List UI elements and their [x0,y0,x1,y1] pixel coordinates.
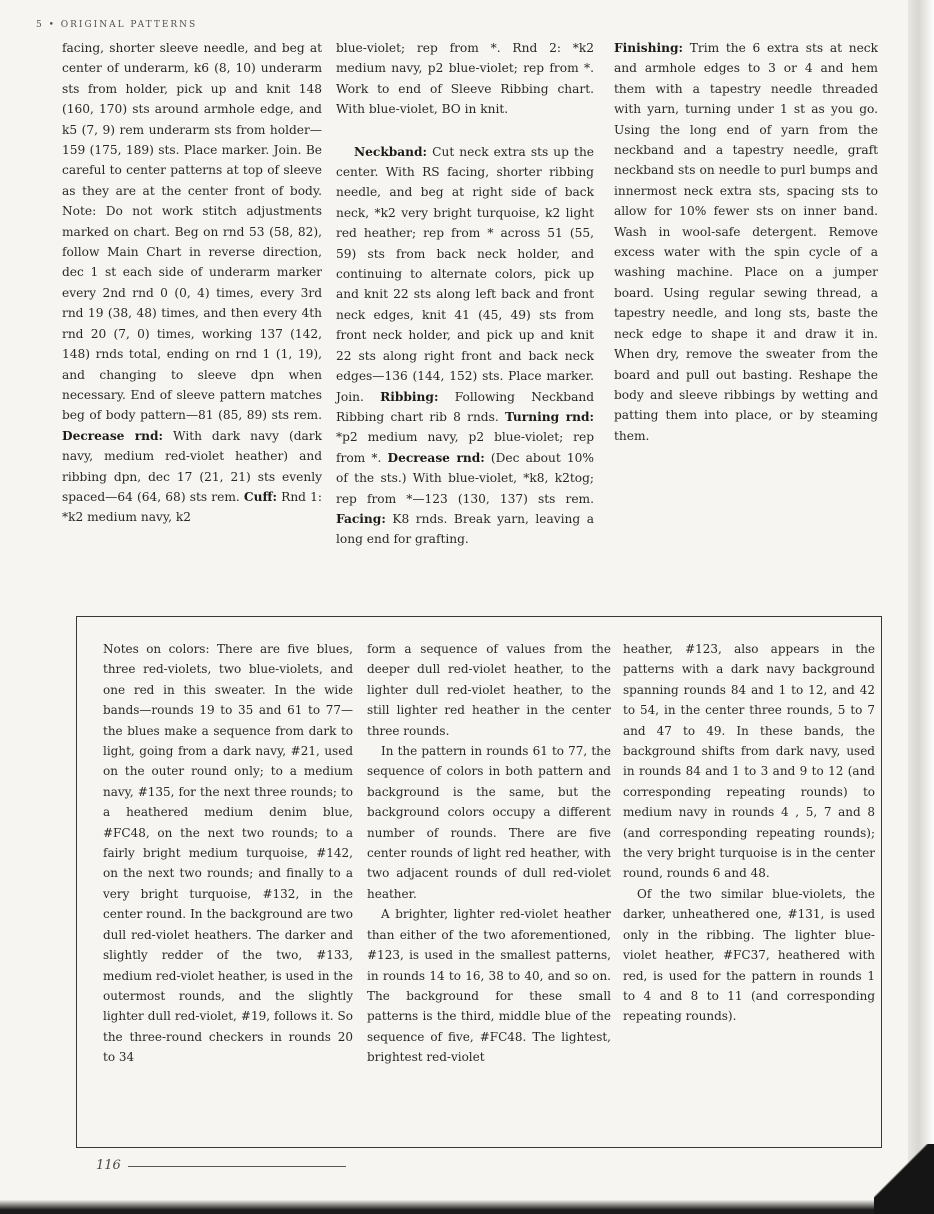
cuff-continued-paragraph: blue-violet; rep from *. Rnd 2: *k2 medium navy, p2 blue-violet; rep from *. Work to end of Sleeve Ribbing chart. With blue-violet, BO in knit. [336,41,594,117]
cuff-label: Cuff: [243,489,277,504]
color-notes-sidebar [76,616,882,1148]
folio-rule [128,1166,346,1167]
page-corner-shadow [874,1144,934,1214]
finishing-text: Trim the 6 extra sts at neck and armhole edges to 3 or 4 and hem them with a tapestry needle threaded with yarn, turning under 1 st as you go. Using the long end of yarn from the neckband and a tapestry needle, graft neckband sts on needle to purl bumps and innermost neck extra sts, spacing sts to allow for 10% fewer sts on inner band. Wash in wool-safe detergent. Remove excess water with the spin cycle of a washing machine. Place on a jumper board. Using regular sewing thread, a tapestry needle, and long sts, baste the neck edge to shape it and draw it in. When dry, remove the sweater from the board and pull out basting. Reshape the body and sleeve ribbings by wetting and patting them into place, or by steaming them. [614,41,879,443]
decrease-rnd-text: With dark navy (dark navy, medium red-violet heather) and ribbing dpn, dec 17 (21, 21) sts evenly spaced—64 (64, 68) sts rem. [62,428,323,504]
running-head: 5 • ORIGINAL PATTERNS [36,20,198,30]
sleeve-text: facing, shorter sleeve needle, and beg at center of underarm, k6 (8, 10) underarm sts from holder, pick up and knit 148 (160, 170) sts around armhole edge, and k5 (7, 9) rem underarm sts from holder—159 (175, 189) sts. Place marker. Join. Be careful to center patterns at top of sleeve as they are at the center front of body. Note: Do not work stitch adjustments marked on chart. Beg on rnd 53 (58, 82), follow Main Chart in reverse direction, dec 1 st each side of underarm marker every 2nd rnd 0 (0, 4) times, every 3rd rnd 19 (38, 48) times, and then every 4th rnd 20 (7, 0) times, working 137 (142, 148) rnds total, ending on rnd 1 (1, 19), and changing to sleeve dpn when necessary. End of sleeve pattern matches beg of body pattern—81 (85, 89) sts rem. [62,41,322,423]
page-bottom-shadow [0,1200,934,1214]
neck-decrease-text: (Dec about 10% of the sts.) With blue-violet, *k8, k2tog; rep from *—123 (130, 137) sts rem. [336,450,595,506]
sidebar-column-2 [367,639,611,1068]
sidebar-paragraph: A brighter, lighter red-violet heather than either of the two aforementioned, #123, is used in the smallest patterns, in rounds 14 to 16, 38 to 40, and so on. The background for these small patterns is the third, middle blue of the sequence of five, #FC48. The lightest, brightest red-violet [367,907,611,1065]
finishing-label: Finishing: [614,41,684,55]
neckband-paragraph [336,142,594,550]
page-edge-shadow [908,0,934,1214]
finishing-paragraph [614,38,878,446]
page-number: 116 [96,1158,121,1173]
main-column-1 [62,38,322,528]
sidebar-column-3 [623,639,875,1027]
turning-rnd-text: *p2 medium navy, p2 blue-violet; rep from *. [336,430,594,465]
turning-rnd-label: Turning rnd: [504,409,594,424]
ribbing-label: Ribbing: [380,389,439,404]
main-column-2 [336,38,594,550]
sidebar-paragraph: form a sequence of values from the deeper dull red-violet heather, to the lighter dull red-violet heather, to the still lighter red heather in the center three rounds. [367,642,611,738]
ribbing-text: Following Neckband Ribbing chart rib 8 rnds. [336,389,595,424]
neckband-label: Neckband: [354,144,428,159]
neckband-text: Cut neck extra sts up the center. With RS facing, shorter ribbing needle, and beg at right side of back neck, *k2 very bright turquoise, k2 light red heather; rep from * across 51 (55, 59) sts from back neck holder, and continuing to alternate colors, pick up and knit 22 sts along left back and front neck edges, knit 41 (45, 49) sts from front neck holder, and pick up and knit 22 sts along right front and back neck edges—136 (144, 152) sts. Place marker. Join. [336,144,595,404]
facing-text: K8 rnds. Break yarn, leaving a long end for grafting. [336,511,594,547]
sidebar-paragraph: heather, #123, also appears in the patterns with a dark navy background spanning rounds 84 and 1 to 12, and 42 to 54, in the center three rounds, 5 to 7 and 47 to 49. In these bands, the background shifts from dark navy, used in rounds 84 and 1 to 3 and 9 to 12 (and corresponding repeating rounds) to medium navy in rounds 4 , 5, 7 and 8 (and corresponding repeating rounds); the very bright turquoise is in the center round, rounds 6 and 48. [623,642,875,881]
sidebar-paragraph: In the pattern in rounds 61 to 77, the sequence of colors in both pattern and background is the same, but the background colors occupy a different number of rounds. There are five center rounds of light red heather, with two adjacent rounds of dull red-violet heather. [367,744,611,901]
cuff-text: Rnd 1: *k2 medium navy, k2 [62,489,322,525]
neck-decrease-label: Decrease rnd: [387,450,485,465]
sidebar-paragraph: Notes on colors: There are five blues, three red-violets, two blue-violets, and one red in this sweater. In the wide bands—rounds 19 to 35 and 61 to 77—the blues make a sequence from dark to light, going from a dark navy, #21, used on the outer round only; to a medium navy, #135, for the next three rounds; to a heathered medium denim blue, #FC48, on the next two rounds; to a fairly bright medium turquoise, #142, on the next two rounds; and finally to a very bright turquoise, #132, in the center round. In the background are two dull red-violet heathers. The darker and slightly redder of the two, #133, medium red-violet heather, is used in the outermost rounds, and the slightly lighter dull red-violet, #19, follows it. So the three-round checkers in rounds 20 to 34 [103,642,353,1065]
sidebar-paragraph: Of the two similar blue-violets, the darker, unheathered one, #131, is used only in the ribbing. The lighter blue-violet heather, #FC37, heathered with red, is used for the pattern in rounds 1 to 4 and 8 to 11 (and corresponding repeating rounds). [623,886,875,1024]
facing-label: Facing: [336,511,386,526]
main-column-3 [614,38,878,446]
sleeve-paragraph [62,38,322,528]
sidebar-column-1 [103,639,353,1068]
decrease-rnd-label: Decrease rnd: [62,428,164,443]
